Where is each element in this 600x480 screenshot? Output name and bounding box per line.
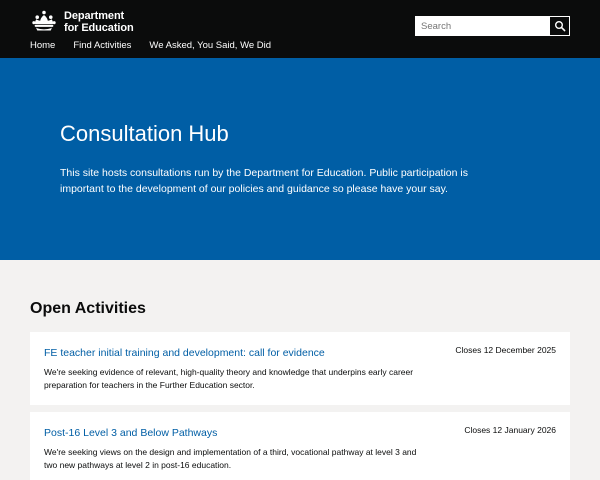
activity-closing-date: Closes 12 January 2026	[464, 425, 556, 435]
search-input[interactable]	[415, 16, 550, 36]
activity-title-link[interactable]: FE teacher initial training and development: call for evidence	[44, 347, 325, 359]
hero-description: This site hosts consultations run by the Department for Education. Public participation is important to the development of our policies and guidance so please have your say.	[60, 167, 468, 195]
hero-banner	[0, 58, 600, 260]
site-header	[0, 0, 600, 36]
activity-card[interactable]	[30, 412, 570, 480]
main-content	[0, 260, 600, 480]
nav-item-we-asked-you-said-we-did[interactable]: We Asked, You Said, We Did	[149, 40, 272, 51]
brand-logo[interactable]	[30, 8, 134, 34]
search-button[interactable]	[550, 16, 570, 36]
activity-description: We're seeking evidence of relevant, high-quality theory and knowledge that underpins early career preparation for teachers in the Further Education sector.	[44, 367, 414, 390]
nav-item-find-activities[interactable]: Find Activities	[73, 40, 132, 51]
search-icon	[554, 20, 566, 32]
brand-line-1: Department	[64, 10, 125, 22]
activity-title-link[interactable]: Post-16 Level 3 and Below Pathways	[44, 427, 218, 439]
nav-list	[30, 40, 570, 51]
brand-text	[64, 10, 134, 34]
activity-closing-date: Closes 12 December 2025	[455, 345, 556, 355]
activity-card[interactable]	[30, 332, 570, 405]
nav-item-home[interactable]: Home	[30, 40, 56, 51]
activity-description: We're seeking views on the design and implementation of a third, vocational pathway at level 3 and two new pathways at level 2 in post-16 education.	[44, 447, 417, 470]
header-inner	[0, 8, 600, 36]
activity-main	[44, 423, 450, 472]
page-title: Consultation Hub	[60, 121, 229, 146]
activity-main	[44, 343, 441, 392]
section-title-open-activities: Open Activities	[30, 300, 146, 317]
royal-crown-icon	[30, 10, 58, 32]
brand-line-2: for Education	[64, 21, 134, 34]
search-area	[415, 8, 570, 36]
main-navigation	[0, 36, 600, 58]
